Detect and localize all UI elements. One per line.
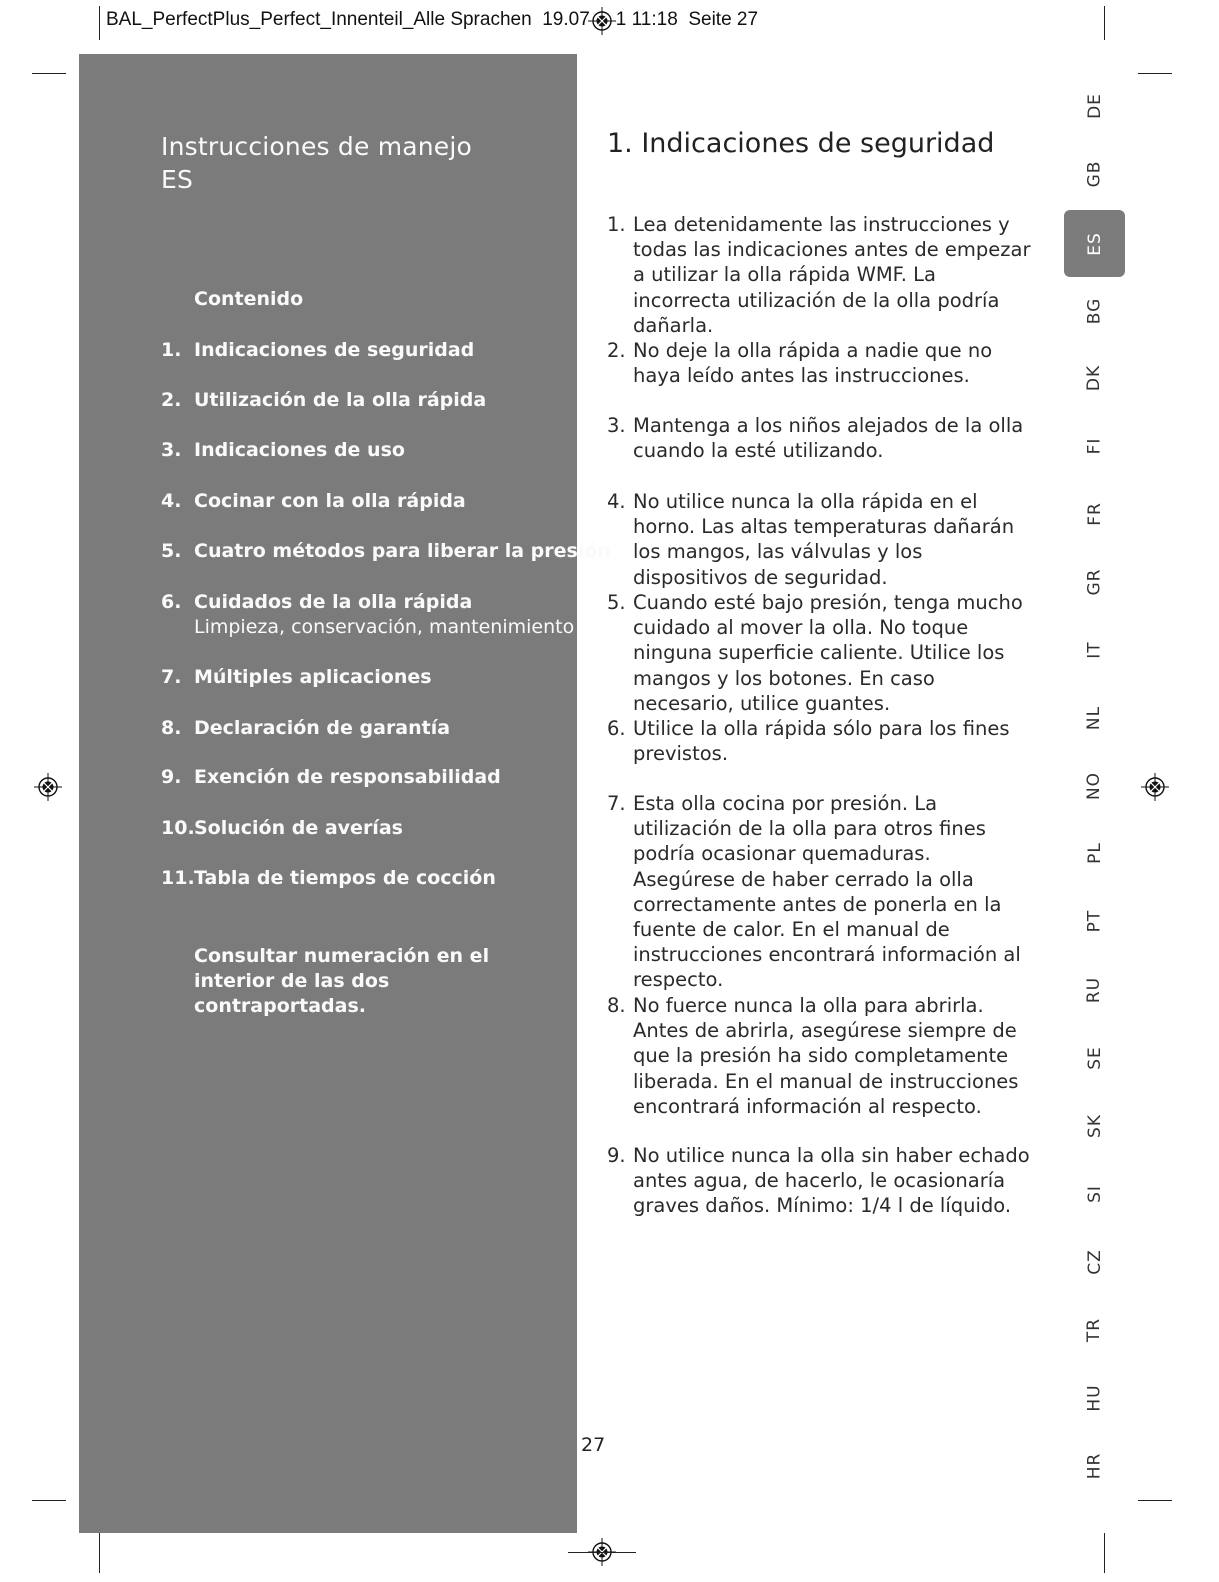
toc-item-number: 11. bbox=[161, 867, 195, 889]
toc-item-number: 9. bbox=[161, 766, 182, 788]
language-tab-dk[interactable] bbox=[1064, 348, 1125, 408]
toc-note: Consultar numeración en el interior de las dos contraportadas. bbox=[194, 945, 490, 1017]
language-tab-hu[interactable] bbox=[1064, 1368, 1125, 1428]
language-tab-label: FR bbox=[1084, 502, 1105, 526]
toc-item-label: Indicaciones de uso bbox=[194, 439, 405, 461]
instruction-number: 9. bbox=[607, 1144, 626, 1167]
instruction-item bbox=[607, 1143, 1037, 1219]
instruction-text: Cuando esté bajo presión, tenga mucho cuidado al mover la olla. No toque ninguna superficie caliente. Utilice los mangos y los botones. En caso necesario, utilice guantes. bbox=[633, 591, 1023, 715]
instruction-text: No utilice nunca la olla rápida en el horno. Las altas temperaturas dañarán los mangos, las válvulas y los dispositivos de seguridad. bbox=[633, 490, 1015, 589]
crop-mark bbox=[32, 73, 66, 74]
instruction-number: 5. bbox=[607, 591, 626, 614]
language-tab-tr[interactable] bbox=[1064, 1300, 1125, 1360]
document-title bbox=[161, 130, 472, 196]
toc-item-number: 3. bbox=[161, 439, 182, 461]
toc-item-label: Cuatro métodos para liberar la presión bbox=[194, 540, 611, 562]
language-tab-se[interactable] bbox=[1064, 1028, 1125, 1088]
crop-mark bbox=[568, 1552, 636, 1553]
toc-item-label: Solución de averías bbox=[194, 817, 403, 839]
language-tab-si[interactable] bbox=[1064, 1164, 1125, 1224]
language-tab-label: ES bbox=[1084, 231, 1105, 256]
language-tab-gb[interactable] bbox=[1064, 144, 1125, 204]
slug-date-a: 19.07 bbox=[542, 9, 590, 30]
crop-mark bbox=[32, 1500, 66, 1501]
toc-item-label: Declaración de garantía bbox=[194, 717, 451, 739]
instruction-text: Esta olla cocina por presión. La utilización de la olla para otros fines podría ocasionar quemaduras. Asegúrese de haber cerrado la olla correctamente antes de ponerla en la fuente de calor. En el manual de instrucciones encontrará información al respecto. bbox=[633, 792, 1021, 992]
toc-item-number: 8. bbox=[161, 717, 182, 739]
language-tab-label: SK bbox=[1084, 1114, 1105, 1138]
toc-item-number: 10. bbox=[161, 817, 195, 839]
language-tab-hr[interactable] bbox=[1064, 1436, 1125, 1496]
language-tab-cz[interactable] bbox=[1064, 1232, 1125, 1292]
language-tab-label: RU bbox=[1084, 976, 1105, 1004]
instruction-item bbox=[607, 716, 1037, 766]
language-tab-label: PT bbox=[1084, 909, 1105, 933]
language-tab-label: NO bbox=[1084, 771, 1105, 801]
page-number: 27 bbox=[581, 1434, 606, 1456]
toc-item-label: Cocinar con la olla rápida bbox=[194, 490, 466, 512]
language-tab-label: GB bbox=[1084, 160, 1105, 188]
instruction-text: Utilice la olla rápida sólo para los fines previstos. bbox=[633, 717, 1010, 766]
crop-mark bbox=[1104, 6, 1105, 40]
toc-item-number: 2. bbox=[161, 389, 182, 411]
language-tab-label: PL bbox=[1084, 842, 1105, 864]
crop-mark bbox=[99, 1533, 100, 1573]
instruction-text: Lea detenidamente las instrucciones y todas las indicaciones antes de empezar a utilizar la olla rápida WMF. La incorrecta utilización de la olla podría dañarla. bbox=[633, 213, 1031, 337]
registration-mark-icon bbox=[34, 773, 62, 801]
document-title-text: Instrucciones de manejo bbox=[161, 132, 473, 161]
language-tab-label: DK bbox=[1084, 364, 1105, 392]
document-language: ES bbox=[161, 165, 194, 194]
slug-date-b: 1 bbox=[615, 9, 627, 30]
instruction-item bbox=[607, 489, 1037, 590]
instruction-text: No fuerce nunca la olla para abrirla. Antes de abrirla, asegúrese siempre de que la presión ha sido completamente liberada. En el manual de instrucciones encontrará información al respecto. bbox=[633, 994, 1019, 1118]
crop-mark bbox=[1104, 1533, 1105, 1573]
instruction-number: 7. bbox=[607, 792, 626, 815]
language-tab-label: HU bbox=[1084, 1384, 1105, 1412]
crop-mark bbox=[1138, 1500, 1172, 1501]
toc-item-label: Tabla de tiempos de cocción bbox=[194, 867, 496, 889]
toc-item-label: Múltiples aplicaciones bbox=[194, 666, 432, 688]
instruction-item bbox=[607, 993, 1037, 1119]
instruction-number: 3. bbox=[607, 414, 626, 437]
crop-mark bbox=[1138, 73, 1172, 74]
language-tab-de[interactable] bbox=[1064, 76, 1125, 136]
instruction-text: Mantenga a los niños alejados de la olla cuando la esté utilizando. bbox=[633, 414, 1024, 463]
language-tab-gr[interactable] bbox=[1064, 552, 1125, 612]
toc-item-label: Indicaciones de seguridad bbox=[194, 339, 475, 361]
print-slug bbox=[106, 9, 758, 31]
language-tab-sk[interactable] bbox=[1064, 1096, 1125, 1156]
section-title: 1. Indicaciones de seguridad bbox=[607, 128, 995, 159]
language-tab-label: BG bbox=[1084, 297, 1105, 325]
toc-item-label: Exención de responsabilidad bbox=[194, 766, 501, 788]
language-tab-label: HR bbox=[1084, 1452, 1105, 1480]
language-tab-label: SE bbox=[1084, 1046, 1105, 1070]
language-tab-nl[interactable] bbox=[1064, 688, 1125, 748]
slug-time: 11:18 bbox=[631, 9, 678, 30]
language-tab-pt[interactable] bbox=[1064, 891, 1125, 951]
instruction-item bbox=[607, 338, 1037, 388]
instruction-item bbox=[607, 590, 1037, 716]
toc-item-subtitle: Limpieza, conservación, mantenimiento bbox=[194, 616, 575, 638]
slug-page: Seite 27 bbox=[688, 9, 759, 30]
language-tab-es[interactable] bbox=[1064, 210, 1125, 277]
language-tab-no[interactable] bbox=[1064, 756, 1125, 816]
instruction-number: 4. bbox=[607, 490, 626, 513]
language-tab-label: NL bbox=[1084, 705, 1105, 731]
instruction-text: No utilice nunca la olla sin haber echado antes agua, de hacerlo, le ocasionaría graves daños. Mínimo: 1/4 l de líquido. bbox=[633, 1144, 1030, 1218]
toc-item-number: 4. bbox=[161, 490, 182, 512]
instruction-text: No deje la olla rápida a nadie que no haya leído antes las instrucciones. bbox=[633, 339, 993, 388]
instruction-item bbox=[607, 413, 1037, 463]
registration-mark-icon bbox=[588, 7, 616, 35]
language-tab-label: DE bbox=[1084, 93, 1105, 119]
language-tab-label: TR bbox=[1084, 1317, 1105, 1343]
slug-file: BAL_PerfectPlus_Perfect_Innenteil_Alle Sprachen bbox=[106, 9, 532, 30]
language-tab-label: CZ bbox=[1084, 1249, 1105, 1275]
language-tab-label: GR bbox=[1084, 568, 1105, 596]
crop-mark bbox=[99, 6, 100, 40]
toc-item-number: 7. bbox=[161, 666, 182, 688]
language-tab-ru[interactable] bbox=[1064, 960, 1125, 1020]
language-tab-it[interactable] bbox=[1064, 620, 1125, 680]
toc-item-number: 6. bbox=[161, 591, 182, 613]
instruction-number: 8. bbox=[607, 994, 626, 1017]
language-tab-label: IT bbox=[1084, 641, 1105, 659]
toc-item-label: Cuidados de la olla rápida bbox=[194, 591, 473, 613]
language-tab-label: FI bbox=[1084, 437, 1105, 455]
toc-item-label: Utilización de la olla rápida bbox=[194, 389, 487, 411]
language-tab-fr[interactable] bbox=[1064, 484, 1125, 544]
instruction-number: 6. bbox=[607, 717, 626, 740]
instruction-item bbox=[607, 212, 1037, 338]
instruction-item bbox=[607, 791, 1037, 993]
toc-item-number: 5. bbox=[161, 540, 182, 562]
toc-item-number: 1. bbox=[161, 339, 182, 361]
instruction-number: 1. bbox=[607, 213, 626, 236]
language-tab-bg[interactable] bbox=[1064, 281, 1125, 341]
toc-heading: Contenido bbox=[194, 288, 304, 310]
registration-mark-icon bbox=[1141, 773, 1169, 801]
language-tab-pl[interactable] bbox=[1064, 823, 1125, 883]
language-tab-label: SI bbox=[1084, 1185, 1105, 1203]
language-tab-fi[interactable] bbox=[1064, 416, 1125, 476]
instruction-number: 2. bbox=[607, 339, 626, 362]
